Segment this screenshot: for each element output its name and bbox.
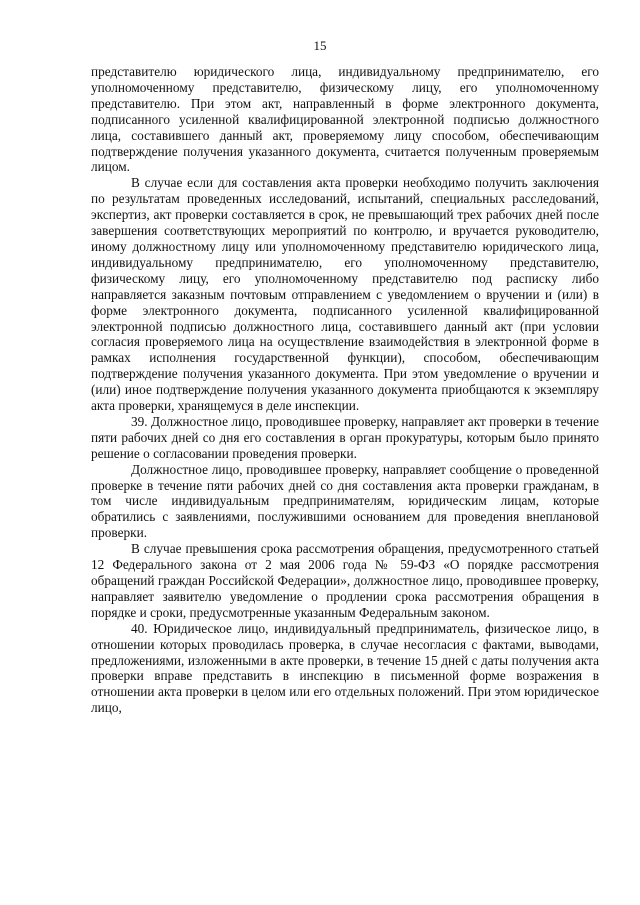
page-number: 15 xyxy=(313,38,327,53)
paragraph-message-to-applicants: Должностное лицо, проводившее проверку, направляет сообщение о проведенной проверке в течение пяти рабочих дней со дня составления акта проверки гражданам, в том числе индивидуальным предпринимателям, юридическим лицам, которые обратились с заявлениями, послужившими основанием для проведения внеплановой проверки. xyxy=(91,461,599,541)
document-body xyxy=(91,64,599,716)
paragraph-continuation: представителю юридического лица, индивидуальному предпринимателю, его уполномоченному представителю, физическому лицу, его уполномоченному представителю. При этом акт, направленный в форме электронного документа, подписанного усиленной квалифицированной электронной подписью должностного лица, составившего данный акт, проверяемому лицу способом, обеспечивающим подтверждение получения указанного документа, считается полученным проверяемым лицом. xyxy=(91,64,599,175)
paragraph-expertise-act: В случае если для составления акта проверки необходимо получить заключения по результатам проведенных исследований, испытаний, специальных расследований, экспертиз, акт проверки составляется в срок, не превышающий трех рабочих дней после завершения соответствующих мероприятий по контролю, и вручается руководителю, иному должностному лицу или уполномоченному представителю юридического лица, индивидуальному предпринимателю, его уполномоченному представителю, физическому лицу, его уполномоченному представителю под расписку либо направляется заказным почтовым отправлением с уведомлением о вручении и (или) в форме электронного документа, подписанного усиленной квалифицированной электронной подписью должностного лица, составившего данный акт (при условии согласия проверяемого лица на осуществление взаимодействия в электронной форме в рамках исполнения государственной функции), способом, обеспечивающим подтверждение получения указанного документа. При этом уведомление о вручении и (или) иное подтверждение получения указанного документа приобщаются к экземпляру акта проверки, хранящемуся в деле инспекции. xyxy=(91,175,599,414)
paragraph-item-39: 39. Должностное лицо, проводившее проверку, направляет акт проверки в течение пяти рабочих дней со дня его составления в орган прокуратуры, которым было принято решение о согласовании проведения проверки. xyxy=(91,413,599,461)
paragraph-item-40: 40. Юридическое лицо, индивидуальный предприниматель, физическое лицо, в отношении которых проводилась проверка, в случае несогласия с фактами, выводами, предложениями, изложенными в акте проверки, в течение 15 дней с даты получения акта проверки вправе представить в инспекцию в письменной форме возражения в отношении акта проверки в целом или его отдельных положений. При этом юридическое лицо, xyxy=(91,620,599,716)
paragraph-deadline-extension: В случае превышения срока рассмотрения обращения, предусмотренного статьей 12 Федерального закона от 2 мая 2006 года № 59-ФЗ «О порядке рассмотрения обращений граждан Российской Федерации», должностное лицо, проводившее проверку, направляет заявителю уведомление о продлении срока рассмотрения обращения в порядке и сроки, предусмотренные указанным Федеральным законом. xyxy=(91,541,599,620)
